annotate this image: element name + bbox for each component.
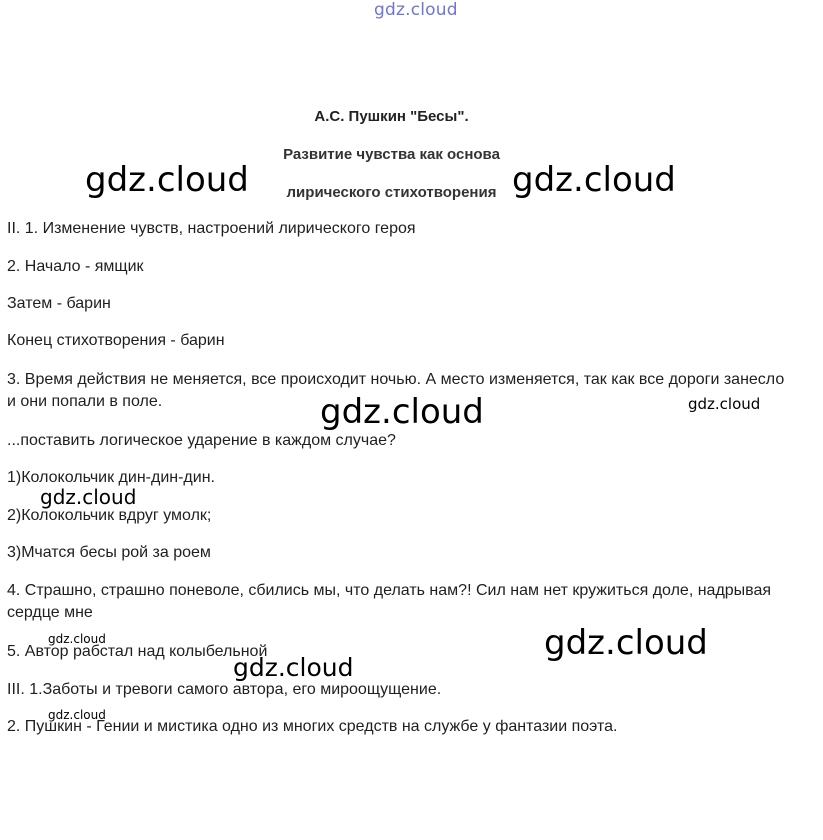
text-line: 3)Мчатся бесы рой за роем (7, 544, 211, 561)
watermark: gdz.cloud (688, 395, 761, 413)
text-line: 5. Автор рабстал над колыбельной (7, 643, 268, 660)
document-subtitle-line-1: Развитие чувства как основа (283, 146, 500, 163)
text-line: Конец стихотворения - барин (7, 332, 225, 349)
watermark: gdz.cloud (48, 632, 106, 646)
watermark: gdz.cloud (40, 485, 137, 509)
top-logo[interactable]: gdz.cloud (374, 0, 458, 20)
text-line: Затем - барин (7, 295, 111, 312)
text-line: 2)Колокольчик вдруг умолк; (7, 507, 212, 524)
watermark: gdz.cloud (544, 623, 708, 663)
text-line: 2. Пушкин - Гении и мистика одно из многих средств на службе у фантазии поэта. (7, 718, 618, 735)
text-paragraph: 4. Страшно, страшно поневоле, сбились мы, что делать нам?! Сил нам нет кружиться доле, надрывая сердце мне (7, 582, 772, 621)
watermark: gdz.cloud (48, 708, 106, 722)
text-paragraph: 3. Время действия не меняется, все происходит ночью. А место изменяется, так как все дороги занесло и они попали в поле. (7, 371, 785, 410)
document-title: А.С. Пушкин "Бесы". (314, 108, 469, 125)
document-subtitle-line-2: лирического стихотворения (286, 184, 497, 201)
text-line: II. 1. Изменение чувств, настроений лирического героя (7, 220, 416, 237)
watermark: gdz.cloud (320, 392, 484, 432)
text-line: 1)Колокольчик дин-дин-дин. (7, 469, 215, 486)
watermark: gdz.cloud (85, 160, 249, 200)
text-line: III. 1.Заботы и тревоги самого автора, его мироощущение. (7, 681, 442, 698)
watermark: gdz.cloud (512, 160, 676, 200)
text-line: ...поставить логическое ударение в каждом случае? (7, 432, 396, 449)
text-line: 2. Начало - ямщик (7, 258, 144, 275)
watermark: gdz.cloud (233, 653, 354, 682)
